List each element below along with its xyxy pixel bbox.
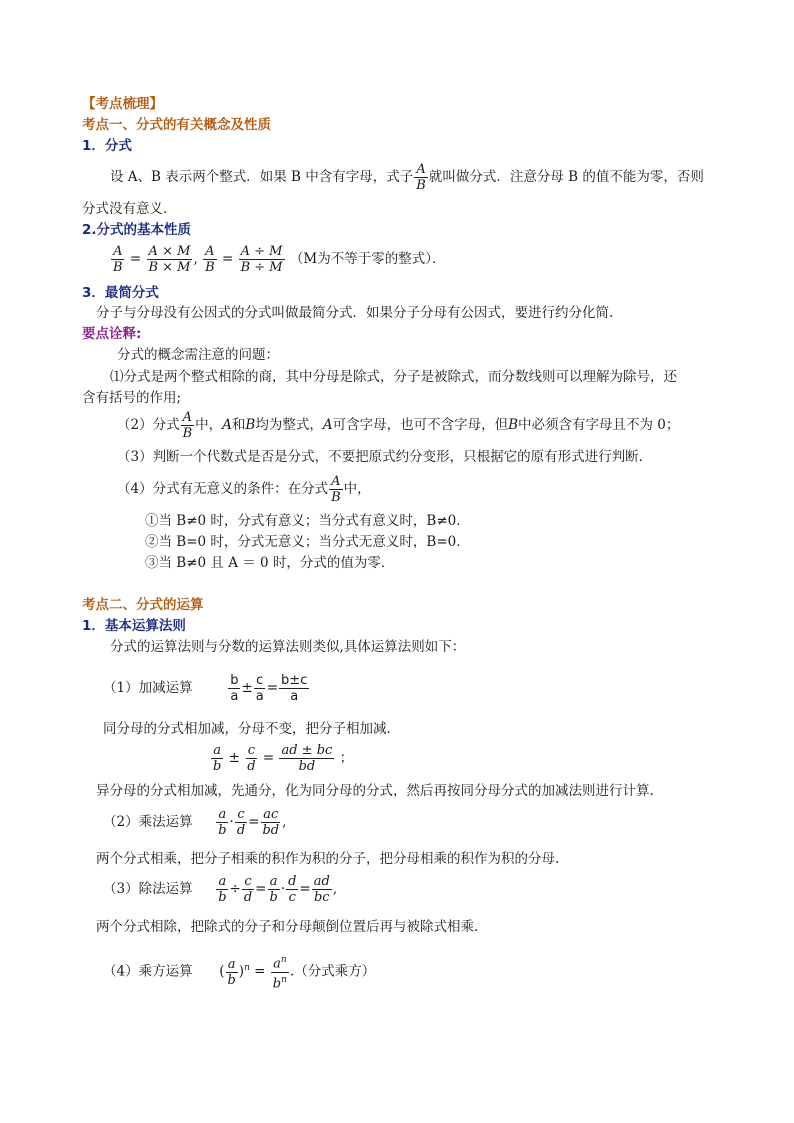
key-points-heading: 要点诠释: xyxy=(82,326,142,342)
formula-fraction: $\frac{c}{a}$ xyxy=(255,673,264,704)
condition-1: ①当 B≠0 时，分式有意义；当分式有意义时，B≠0． xyxy=(145,513,470,529)
formula-fraction: $\frac{a}{b}$ xyxy=(218,874,227,905)
addition-formula: （1）加减运算 $\frac{b}{a}$ ± $\frac{c}{a}$ = $\frac{b\pm c}{a}$ xyxy=(103,673,308,704)
section-2-title: 考点二、分式的运算 xyxy=(82,597,204,613)
basic-property-heading: 2.分式的基本性质 xyxy=(82,222,192,238)
formula-fraction: $\frac{c}{d}$ xyxy=(236,807,246,838)
formula-fraction: $\frac{b\pm c}{a}$ xyxy=(281,673,308,704)
addition-diff-denominator-desc: 异分母的分式相加减，先通分，化为同分母的分式，然后再按同分母分式的加减法则进行计算. xyxy=(96,783,654,799)
fraction-definition-line1: 设 A、B 表示两个整式．如果 B 中含有字母，式子 $\frac{A}{B}$ 就叫做分式．注意分母 B 的值不能为零，否则 xyxy=(110,162,704,193)
simplest-fraction-text: 分子与分母没有公因式的分式叫做最简分式．如果分子分母有公因式，要进行约分化简. xyxy=(96,305,614,321)
formula-fraction: $\frac{ad}{bc}$ xyxy=(313,874,330,905)
formula-fraction: $\frac{A \times M}{B \times M}$ xyxy=(148,244,191,275)
formula-fraction: $\frac{a}{b}$ xyxy=(213,743,222,774)
section-header: 【考点梳理】 xyxy=(82,96,163,112)
basic-property-formula: $\frac{A}{B}$ = $\frac{A \times M}{B \times M}$ , $\frac{A}{B}$ = $\frac{A \div M}{B \div M}$ （M为不等于零的整式）． xyxy=(113,244,446,275)
multiplication-desc: 两个分式相乘，把分子相乘的积作为积的分子，把分母相乘的积作为积的分母. xyxy=(96,851,560,867)
key-point-3: （3）判断一个代数式是否是分式，不要把原式约分变形，只根据它的原有形式进行判断． xyxy=(117,449,653,465)
key-point-1b: 含有括号的作用; xyxy=(82,390,182,406)
condition-3: ③当 B≠0 且 A ＝ 0 时，分式的值为零． xyxy=(145,555,395,571)
addition-same-denominator-desc: 同分母的分式相加减，分母不变，把分子相加减. xyxy=(103,721,391,737)
basic-rules-heading: 1．基本运算法则 xyxy=(82,618,186,634)
condition-2: ②当 B=0 时，分式无意义；当分式无意义时，B=0． xyxy=(145,534,470,550)
key-point-1a: ⑴分式是两个整式相除的商，其中分母是除式，分子是被除式，而分数线则可以理解为除号，还 xyxy=(110,369,677,385)
multiplication-formula: （2）乘法运算 $\frac{a}{b}$ · $\frac{c}{d}$ = $\frac{ac}{bd}$ , xyxy=(103,807,287,838)
key-point-4: （4）分式有无意义的条件：在分式 $\frac{A}{B}$ 中， xyxy=(117,474,371,505)
fraction-heading: 1．分式 xyxy=(82,138,132,154)
division-desc: 两个分式相除，把除式的分子和分母颠倒位置后再与被除式相乘. xyxy=(96,919,479,935)
simplest-fraction-heading: 3．最简分式 xyxy=(82,285,159,301)
formula-fraction: $\frac{ac}{bd}$ xyxy=(262,807,280,838)
formula-fraction: $\frac{A}{B}$ xyxy=(113,244,123,275)
formula-fraction: $\frac{A}{B}$ xyxy=(205,244,215,275)
formula-fraction: $\frac{ad \pm bc}{bd}$ xyxy=(281,743,333,774)
formula-fraction: $\frac{b}{a}$ xyxy=(230,673,239,704)
formula-fraction: $\frac{a}{b}$ xyxy=(227,956,236,988)
formula-fraction: $\frac{c}{d}$ xyxy=(243,874,253,905)
formula-fraction: $\frac{c}{d}$ xyxy=(247,743,256,774)
key-points-intro: 分式的概念需注意的问题： xyxy=(117,347,279,363)
formula-fraction: $\frac{d}{c}$ xyxy=(288,874,297,905)
section-1-title: 考点一、分式的有关概念及性质 xyxy=(82,117,271,133)
basic-rules-intro: 分式的运算法则与分数的运算法则类似,具体运算法则如下： xyxy=(110,639,466,655)
formula-fraction: $\frac{a}{b}$ xyxy=(218,807,227,838)
formula-fraction: $\frac{a^n}{b^n}$ xyxy=(272,955,287,991)
division-formula: （3）除法运算 $\frac{a}{b}$ ÷ $\frac{c}{d}$ = $\frac{a}{b}$ · $\frac{d}{c}$ = $\frac{ad}{bc}$ , xyxy=(103,874,338,905)
fraction-a-over-b: $\frac{A}{B}$ xyxy=(416,162,426,193)
formula-fraction: $\frac{a}{b}$ xyxy=(269,874,278,905)
addition-diff-denominator-formula: $\frac{a}{b}$ ± $\frac{c}{d}$ = $\frac{ad \pm bc}{bd}$ ； xyxy=(213,743,354,774)
fraction-a-over-b: $\frac{A}{B}$ xyxy=(182,410,193,441)
fraction-definition-line2: 分式没有意义． xyxy=(82,201,177,217)
fraction-a-over-b: $\frac{A}{B}$ xyxy=(331,474,341,505)
formula-fraction: $\frac{A \div M}{B \div M}$ xyxy=(240,244,283,275)
power-formula: （4）乘方运算 ( $\frac{a}{b}$ )$^n$ = $\frac{a^n}{b^n}$ .（分式乘方） xyxy=(103,955,376,991)
key-point-2: （2）分式 $\frac{A}{B}$ 中，A和B均为整式，A可含字母，也可不含字母，但B中必须含有字母且不为 0； xyxy=(117,410,680,441)
